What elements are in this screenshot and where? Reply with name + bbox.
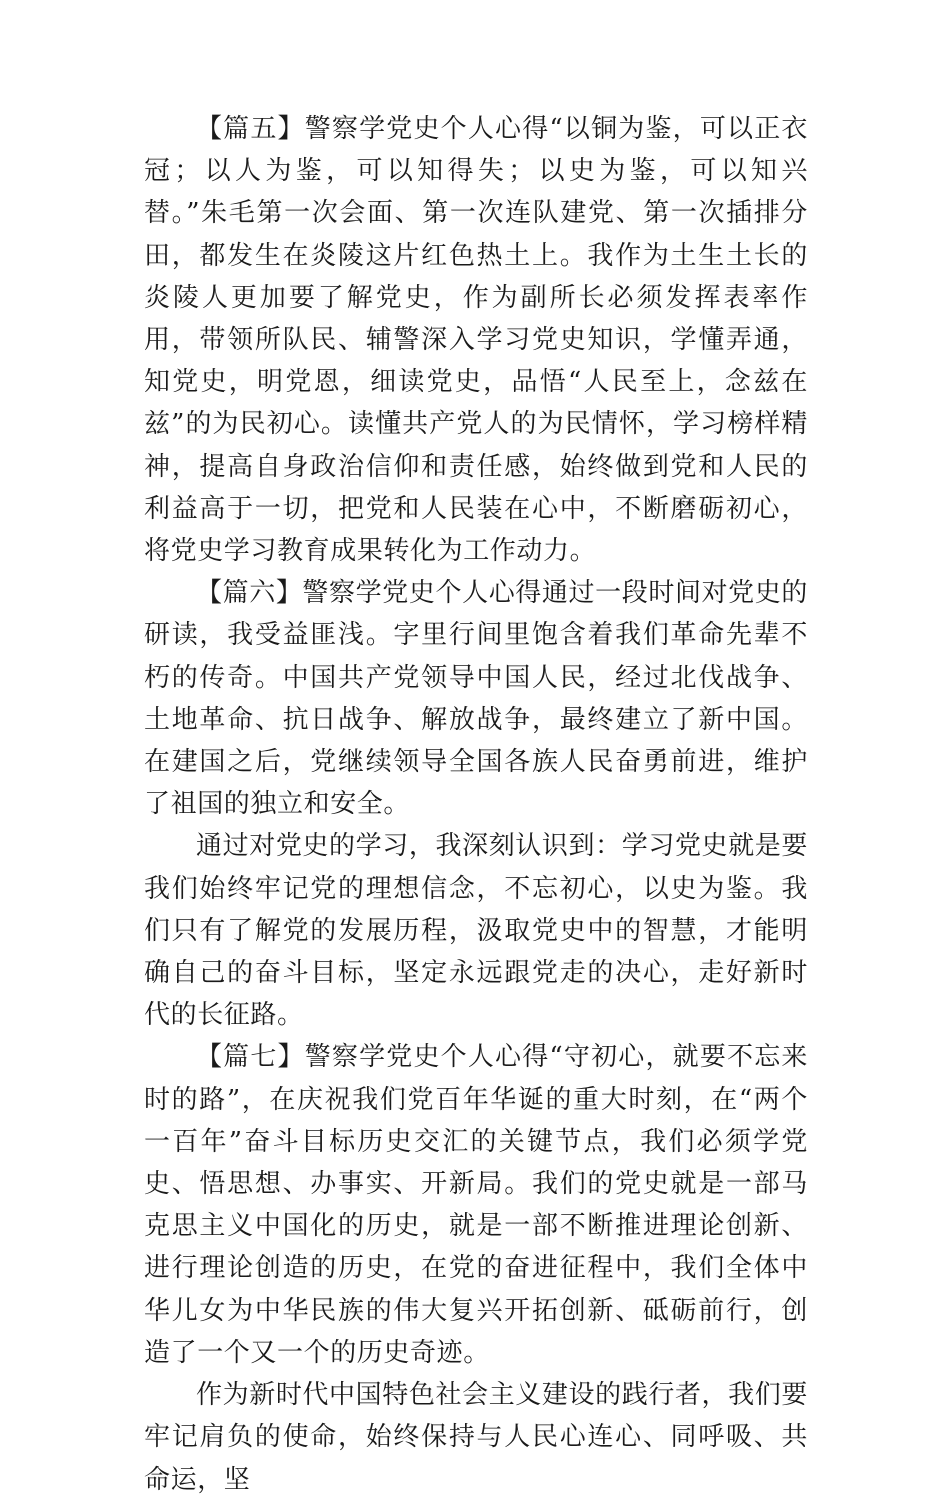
paragraph-section-7-continued: 作为新时代中国特色社会主义建设的践行者，我们要牢记肩负的使命，始终保持与人民心连心、同呼吸、共命运，坚 xyxy=(144,1380,808,1495)
paragraph-section-6-continued: 通过对党史的学习，我深刻认识到：学习党史就是要我们始终牢记党的理想信念，不忘初心，以史为鉴。我们只有了解党的发展历程，汲取党史中的智慧，才能明确自己的奋斗目标，坚定永远跟党走的决心，走好新时代的长征路。 xyxy=(144,831,808,1031)
paragraph-section-7: 【篇七】警察学党史个人心得“守初心，就要不忘来时的路”，在庆祝我们党百年华诞的重大时刻，在“两个一百年”奋斗目标历史交汇的关键节点，我们必须学党史、悟思想、办事实、开新局。我们的党史就是一部马克思主义中国化的历史，就是一部不断推进理论创新、进行理论创造的历史，在党的奋进征程中，我们全体中华儿女为中华民族的伟大复兴开拓创新、砥砺前行，创造了一个又一个的历史奇迹。 xyxy=(144,1042,808,1368)
document-body xyxy=(144,108,808,1501)
paragraph-section-5: 【篇五】警察学党史个人心得“以铜为鉴，可以正衣冠；以人为鉴，可以知得失；以史为鉴，可以知兴替。”朱毛第一次会面、第一次连队建党、第一次插排分田，都发生在炎陵这片红色热土上。我作为土生土长的炎陵人更加要了解党史，作为副所长必须发挥表率作用，带领所队民、辅警深入学习党史知识，学懂弄通，知党史，明党恩，细读党史，品悟“人民至上，念兹在兹”的为民初心。读懂共产党人的为民情怀，学习榜样精神，提高自身政治信仰和责任感，始终做到党和人民的利益高于一切，把党和人民装在心中，不断磨砺初心，将党史学习教育成果转化为工作动力。 xyxy=(144,114,808,567)
paragraph-section-6: 【篇六】警察学党史个人心得通过一段时间对党史的研读，我受益匪浅。字里行间里饱含着我们革命先辈不朽的传奇。中国共产党领导中国人民，经过北伐战争、土地革命、抗日战争、解放战争，最终建立了新中国。在建国之后，党继续领导全国各族人民奋勇前进，维护了祖国的独立和安全。 xyxy=(144,578,808,820)
